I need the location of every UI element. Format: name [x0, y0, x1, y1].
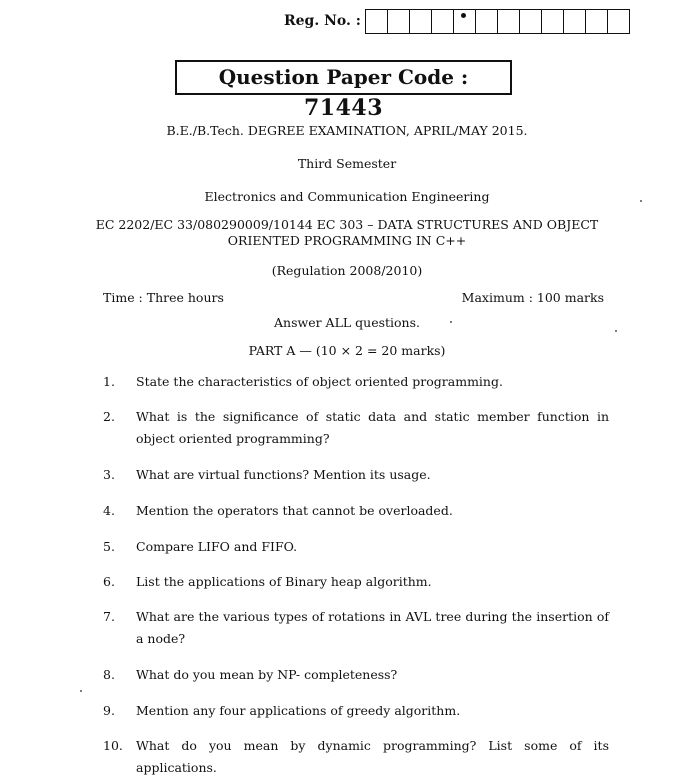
question-number: 10.	[103, 738, 123, 753]
reg-no-box	[564, 10, 586, 33]
reg-no-box	[366, 10, 388, 33]
scan-speck	[80, 690, 82, 692]
question-number: 7.	[103, 609, 115, 624]
question-text: Compare LIFO and FIFO.	[136, 539, 298, 554]
part-a-title: PART A — (10 × 2 = 20 marks)	[248, 343, 446, 358]
question-text: What do you mean by dynamic programming? List some of its applications.	[136, 738, 609, 775]
reg-no-box	[454, 10, 476, 33]
reg-no-boxes	[365, 9, 630, 34]
question-text: List the applications of Binary heap algorithm.	[136, 574, 432, 589]
maximum-marks: Maximum : 100 marks	[461, 290, 604, 305]
scan-speck	[450, 321, 452, 323]
question-item	[103, 536, 609, 558]
question-text: Mention the operators that cannot be overloaded.	[136, 503, 453, 518]
question-text: What is the significance of static data and static member function in object oriented programming?	[136, 409, 609, 446]
question-text: Mention any four applications of greedy algorithm.	[136, 703, 461, 718]
department: Electronics and Communication Engineering	[204, 189, 490, 204]
question-item	[103, 571, 609, 593]
paper-code-number: 71443	[303, 95, 384, 121]
scan-speck	[615, 330, 617, 332]
reg-no-label: Reg. No. :	[284, 13, 361, 29]
reg-no-box	[498, 10, 520, 33]
question-item	[103, 500, 609, 522]
reg-no-box	[410, 10, 432, 33]
paper-code-label: Question Paper Code :	[218, 65, 469, 89]
reg-no-box	[388, 10, 410, 33]
question-number: 1.	[103, 374, 115, 389]
semester: Third Semester	[297, 156, 397, 171]
reg-no-box	[608, 10, 629, 33]
subject-line-2: ORIENTED PROGRAMMING IN C++	[227, 233, 467, 248]
question-item	[103, 464, 609, 486]
exam-time: Time : Three hours	[103, 290, 224, 305]
question-number: 4.	[103, 503, 115, 518]
question-number: 5.	[103, 539, 115, 554]
degree-title: B.E./B.Tech. DEGREE EXAMINATION, APRIL/MAY 2015.	[166, 123, 528, 138]
subject-line-1: EC 2202/EC 33/080290009/10144 EC 303 – DATA STRUCTURES AND OBJECT	[95, 217, 599, 232]
question-text: What are virtual functions? Mention its usage.	[136, 467, 431, 482]
question-item	[103, 606, 609, 650]
question-text: State the characteristics of object oriented programming.	[136, 374, 503, 389]
question-item	[103, 700, 609, 722]
reg-no-box	[542, 10, 564, 33]
question-paper-code-box	[175, 60, 512, 121]
question-number: 8.	[103, 667, 115, 682]
question-item	[103, 664, 609, 686]
question-item	[103, 406, 609, 450]
question-number: 2.	[103, 409, 115, 424]
question-number: 6.	[103, 574, 115, 589]
scan-speck	[640, 200, 642, 202]
question-item	[103, 735, 609, 779]
subject-title	[0, 217, 694, 249]
reg-no-box	[586, 10, 608, 33]
dot-mark	[461, 13, 466, 18]
question-number: 9.	[103, 703, 115, 718]
instructions: Answer ALL questions.	[274, 315, 420, 330]
reg-no-box	[432, 10, 454, 33]
question-item	[103, 371, 609, 393]
reg-no-box	[476, 10, 498, 33]
question-text: What are the various types of rotations in AVL tree during the insertion of a node?	[136, 609, 609, 646]
question-text: What do you mean by NP- completeness?	[136, 667, 398, 682]
reg-no-field	[284, 8, 630, 34]
regulation: (Regulation 2008/2010)	[271, 263, 423, 278]
reg-no-box	[520, 10, 542, 33]
question-number: 3.	[103, 467, 115, 482]
